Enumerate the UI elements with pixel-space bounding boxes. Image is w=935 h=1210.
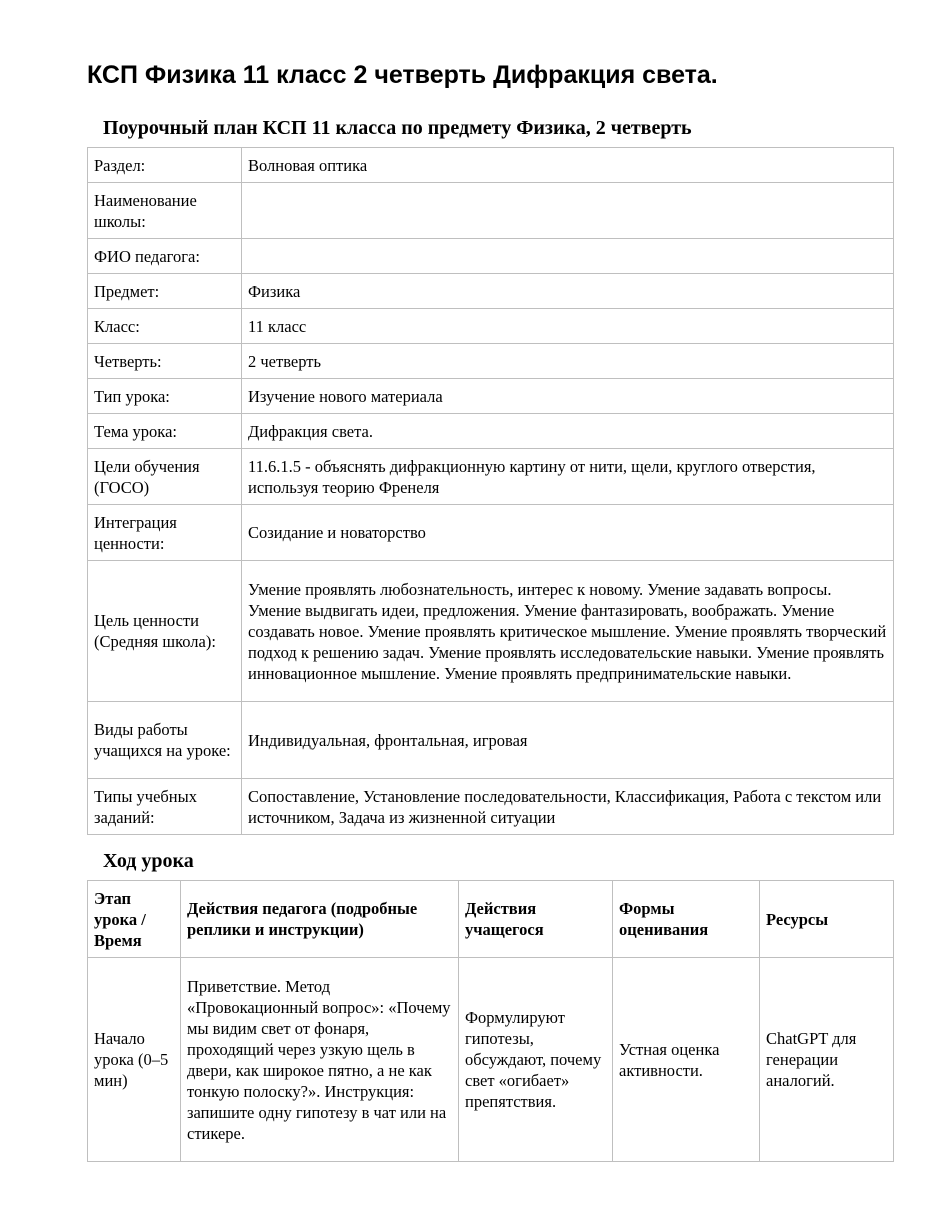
plan-row-teacher [88,239,894,274]
plan-label: Предмет: [88,274,242,309]
plan-label: Цель ценности (Средняя школа): [88,561,242,702]
plan-row-learning-goals [88,449,894,505]
plan-value: Физика [242,274,894,309]
plan-row-quarter [88,344,894,379]
plan-label: Интеграция ценности: [88,505,242,561]
lesson-assessment-cell: Устная оценка активности. [613,958,760,1162]
plan-label: Наименование школы: [88,183,242,239]
lesson-row [88,958,894,1162]
plan-label: ФИО педагога: [88,239,242,274]
plan-row-values-integration [88,505,894,561]
lesson-resources-cell: ChatGPT для генерации аналогий. [760,958,894,1162]
plan-table [87,147,894,835]
column-header-assessment: Формы оценивания [613,881,760,958]
plan-value: Созидание и новаторство [242,505,894,561]
plan-row-school [88,183,894,239]
plan-row-value-goal [88,561,894,702]
plan-label: Раздел: [88,148,242,183]
plan-label: Тема урока: [88,414,242,449]
plan-value [242,239,894,274]
plan-value: Умение проявлять любознательность, интерес к новому. Умение задавать вопросы. Умение выдвигать идеи, предложения. Умение фантазировать, воображать. Умение создавать новое. Умение проявлять критическое мышление. Умение проявлять творческий подход к решению задач. Умение проявлять исследовательские навыки. Умение проявлять инновационное мышление. Умение проявлять предпринимательские навыки. [242,561,894,702]
plan-heading: Поурочный план КСП 11 класса по предмету Физика, 2 четверть [103,117,692,139]
plan-label: Класс: [88,309,242,344]
lesson-table [87,880,894,1162]
plan-row-grade [88,309,894,344]
plan-row-subject [88,274,894,309]
plan-value: Волновая оптика [242,148,894,183]
plan-row-task-types [88,779,894,835]
column-header-teacher-actions: Действия педагога (подробные реплики и инструкции) [181,881,459,958]
plan-label: Четверть: [88,344,242,379]
lesson-teacher-actions-cell: Приветствие. Метод «Провокационный вопрос»: «Почему мы видим свет от фонаря, проходящий через узкую щель в двери, как широкое пятно, а не как тонкую полоску?». Инструкция: запишите одну гипотезу в чат или на стикере. [181,958,459,1162]
plan-value: Дифракция света. [242,414,894,449]
plan-label: Цели обучения (ГОСО) [88,449,242,505]
plan-value [242,183,894,239]
lesson-stage-cell: Начало урока (0–5 мин) [88,958,181,1162]
plan-label: Виды работы учащихся на уроке: [88,702,242,779]
lesson-header-row [88,881,894,958]
plan-row-lesson-type [88,379,894,414]
column-header-student-actions: Действия учащегося [459,881,613,958]
lesson-heading: Ход урока [103,850,194,872]
plan-row-section [88,148,894,183]
plan-row-work-types [88,702,894,779]
lesson-student-actions-cell: Формулируют гипотезы, обсуждают, почему свет «огибает» препятствия. [459,958,613,1162]
plan-value: 11.6.1.5 - объяснять дифракционную картину от нити, щели, круглого отверстия, используя теорию Френеля [242,449,894,505]
plan-value: 2 четверть [242,344,894,379]
column-header-stage: Этап урока / Время [88,881,181,958]
plan-label: Типы учебных заданий: [88,779,242,835]
plan-value: 11 класс [242,309,894,344]
document-title: КСП Физика 11 класс 2 четверть Дифракция света. [87,61,718,89]
plan-row-lesson-topic [88,414,894,449]
plan-label: Тип урока: [88,379,242,414]
column-header-resources: Ресурсы [760,881,894,958]
plan-value: Изучение нового материала [242,379,894,414]
plan-value: Сопоставление, Установление последовательности, Классификация, Работа с текстом или источником, Задача из жизненной ситуации [242,779,894,835]
plan-value: Индивидуальная, фронтальная, игровая [242,702,894,779]
